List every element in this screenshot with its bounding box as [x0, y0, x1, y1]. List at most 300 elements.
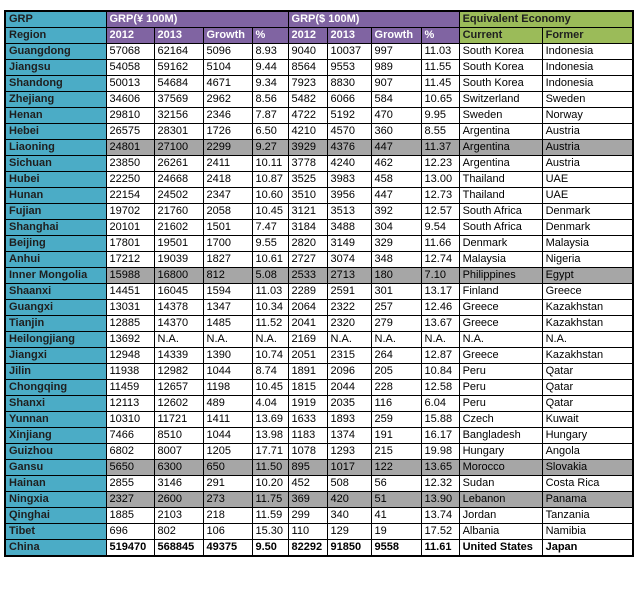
cny-2012-cell: 6802 — [106, 444, 154, 460]
usd-growth-cell: 264 — [371, 348, 421, 364]
usd-pct-cell: 12.74 — [421, 252, 459, 268]
usd-2013-cell: 2591 — [327, 284, 371, 300]
usd-2012-cell: 2169 — [288, 332, 327, 348]
former-economy-cell: Angola — [542, 444, 633, 460]
usd-growth-cell: 989 — [371, 60, 421, 76]
current-economy-cell: Peru — [459, 380, 542, 396]
usd-pct-cell: N.A. — [421, 332, 459, 348]
cny-2012-cell: 14451 — [106, 284, 154, 300]
cny-2012-cell: 1885 — [106, 508, 154, 524]
region-cell: Inner Mongolia — [5, 268, 106, 284]
usd-2012-cell: 2051 — [288, 348, 327, 364]
cny-2012-cell: 26575 — [106, 124, 154, 140]
cny-pct-cell: 17.71 — [252, 444, 288, 460]
cny-pct-cell: 11.59 — [252, 508, 288, 524]
former-economy-cell: Qatar — [542, 364, 633, 380]
usd-growth-cell: 41 — [371, 508, 421, 524]
cny-2013-cell: N.A. — [154, 332, 203, 348]
cny-2012-cell: 13031 — [106, 300, 154, 316]
table-row — [5, 316, 633, 332]
usd-growth-cell: 304 — [371, 220, 421, 236]
region-cell: Shandong — [5, 76, 106, 92]
usd-growth-cell: 205 — [371, 364, 421, 380]
usd-2012-cell: 1815 — [288, 380, 327, 396]
cny-growth-cell: 812 — [203, 268, 252, 284]
cny-2013-cell: 12602 — [154, 396, 203, 412]
table-row — [5, 332, 633, 348]
table-row — [5, 172, 633, 188]
current-economy-cell: Jordan — [459, 508, 542, 524]
cny-2013-cell: 27100 — [154, 140, 203, 156]
usd-pct-cell: 13.90 — [421, 492, 459, 508]
table-row — [5, 364, 633, 380]
cny-2012-cell: 2855 — [106, 476, 154, 492]
cny-2013-cell: 14378 — [154, 300, 203, 316]
region-cell: Heilongjiang — [5, 332, 106, 348]
current-economy-cell: Argentina — [459, 156, 542, 172]
usd-growth-cell: 9558 — [371, 540, 421, 557]
cny-2013-cell: 11721 — [154, 412, 203, 428]
former-economy-cell: Malaysia — [542, 236, 633, 252]
usd-growth-cell: 301 — [371, 284, 421, 300]
usd-2013-cell: 3983 — [327, 172, 371, 188]
usd-pct-cell: 17.52 — [421, 524, 459, 540]
cny-2013-cell: 24502 — [154, 188, 203, 204]
cny-2013-cell: 59162 — [154, 60, 203, 76]
header-usd-2013: 2013 — [327, 28, 371, 44]
header-former: Former — [542, 28, 633, 44]
usd-2012-cell: 1891 — [288, 364, 327, 380]
usd-growth-cell: 462 — [371, 156, 421, 172]
usd-pct-cell: 19.98 — [421, 444, 459, 460]
former-economy-cell: Kazakhstan — [542, 348, 633, 364]
usd-2012-cell: 3184 — [288, 220, 327, 236]
header-equivalent-economy: Equivalent Economy — [459, 11, 633, 28]
cny-growth-cell: 1700 — [203, 236, 252, 252]
cny-2013-cell: 16045 — [154, 284, 203, 300]
table-row — [5, 508, 633, 524]
header-usd-2012: 2012 — [288, 28, 327, 44]
usd-2012-cell: 3929 — [288, 140, 327, 156]
region-cell: Tianjin — [5, 316, 106, 332]
former-economy-cell: Indonesia — [542, 60, 633, 76]
cny-pct-cell: 9.27 — [252, 140, 288, 156]
cny-2013-cell: 54684 — [154, 76, 203, 92]
cny-growth-cell: 1205 — [203, 444, 252, 460]
cny-pct-cell: 10.34 — [252, 300, 288, 316]
header-cny-growth: Growth — [203, 28, 252, 44]
usd-2012-cell: 369 — [288, 492, 327, 508]
header-usd-pct: % — [421, 28, 459, 44]
usd-2013-cell: 2713 — [327, 268, 371, 284]
header-grp-usd: GRP($ 100M) — [288, 11, 459, 28]
usd-growth-cell: 458 — [371, 172, 421, 188]
header-cny-2013: 2013 — [154, 28, 203, 44]
table-row — [5, 396, 633, 412]
cny-2012-cell: 57068 — [106, 44, 154, 60]
usd-pct-cell: 11.66 — [421, 236, 459, 252]
former-economy-cell: Japan — [542, 540, 633, 557]
cny-growth-cell: 2347 — [203, 188, 252, 204]
current-economy-cell: Sweden — [459, 108, 542, 124]
current-economy-cell: Morocco — [459, 460, 542, 476]
table-row — [5, 188, 633, 204]
usd-pct-cell: 9.54 — [421, 220, 459, 236]
usd-pct-cell: 10.84 — [421, 364, 459, 380]
usd-pct-cell: 11.55 — [421, 60, 459, 76]
usd-2012-cell: 299 — [288, 508, 327, 524]
usd-2013-cell: 4240 — [327, 156, 371, 172]
usd-2013-cell: 91850 — [327, 540, 371, 557]
former-economy-cell: Sweden — [542, 92, 633, 108]
usd-2013-cell: 1374 — [327, 428, 371, 444]
table-row — [5, 300, 633, 316]
table-row — [5, 236, 633, 252]
cny-2012-cell: 22154 — [106, 188, 154, 204]
cny-growth-cell: 5104 — [203, 60, 252, 76]
cny-2012-cell: 50013 — [106, 76, 154, 92]
cny-2013-cell: 28301 — [154, 124, 203, 140]
table-row — [5, 284, 633, 300]
cny-pct-cell: 9.50 — [252, 540, 288, 557]
usd-growth-cell: 907 — [371, 76, 421, 92]
cny-pct-cell: 7.87 — [252, 108, 288, 124]
cny-pct-cell: 10.60 — [252, 188, 288, 204]
cny-2012-cell: 519470 — [106, 540, 154, 557]
usd-growth-cell: 56 — [371, 476, 421, 492]
usd-2012-cell: 9040 — [288, 44, 327, 60]
usd-2013-cell: 420 — [327, 492, 371, 508]
region-cell: Jiangxi — [5, 348, 106, 364]
usd-2012-cell: 3121 — [288, 204, 327, 220]
usd-pct-cell: 12.23 — [421, 156, 459, 172]
region-cell: Anhui — [5, 252, 106, 268]
cny-growth-cell: 2299 — [203, 140, 252, 156]
region-cell: Gansu — [5, 460, 106, 476]
usd-2012-cell: 2820 — [288, 236, 327, 252]
usd-growth-cell: 51 — [371, 492, 421, 508]
usd-pct-cell: 11.45 — [421, 76, 459, 92]
cny-2012-cell: 13692 — [106, 332, 154, 348]
usd-2013-cell: 3149 — [327, 236, 371, 252]
cny-growth-cell: 1044 — [203, 428, 252, 444]
cny-growth-cell: 2346 — [203, 108, 252, 124]
former-economy-cell: Kazakhstan — [542, 316, 633, 332]
cny-2012-cell: 54058 — [106, 60, 154, 76]
cny-2013-cell: 8007 — [154, 444, 203, 460]
cny-growth-cell: 1390 — [203, 348, 252, 364]
former-economy-cell: Indonesia — [542, 44, 633, 60]
cny-2013-cell: 2600 — [154, 492, 203, 508]
usd-pct-cell: 11.03 — [421, 44, 459, 60]
header-grp-cny: GRP(¥ 100M) — [106, 11, 288, 28]
usd-2012-cell: 895 — [288, 460, 327, 476]
usd-2012-cell: 3778 — [288, 156, 327, 172]
total-row — [5, 540, 633, 557]
usd-2013-cell: 129 — [327, 524, 371, 540]
former-economy-cell: Egypt — [542, 268, 633, 284]
usd-2013-cell: 3074 — [327, 252, 371, 268]
region-cell: Hubei — [5, 172, 106, 188]
header-usd-growth: Growth — [371, 28, 421, 44]
current-economy-cell: Thailand — [459, 188, 542, 204]
usd-2013-cell: 2035 — [327, 396, 371, 412]
cny-2013-cell: 21602 — [154, 220, 203, 236]
usd-growth-cell: 392 — [371, 204, 421, 220]
usd-pct-cell: 12.73 — [421, 188, 459, 204]
current-economy-cell: South Korea — [459, 76, 542, 92]
usd-growth-cell: 997 — [371, 44, 421, 60]
usd-pct-cell: 8.55 — [421, 124, 459, 140]
usd-growth-cell: 116 — [371, 396, 421, 412]
usd-growth-cell: 259 — [371, 412, 421, 428]
former-economy-cell: Qatar — [542, 380, 633, 396]
cny-pct-cell: 7.47 — [252, 220, 288, 236]
usd-2013-cell: 3956 — [327, 188, 371, 204]
cny-2012-cell: 20101 — [106, 220, 154, 236]
table-row — [5, 204, 633, 220]
region-cell: Jilin — [5, 364, 106, 380]
usd-pct-cell: 12.32 — [421, 476, 459, 492]
region-cell: Henan — [5, 108, 106, 124]
current-economy-cell: Greece — [459, 316, 542, 332]
cny-2013-cell: 12657 — [154, 380, 203, 396]
current-economy-cell: Hungary — [459, 444, 542, 460]
cny-growth-cell: 2058 — [203, 204, 252, 220]
usd-2013-cell: 3513 — [327, 204, 371, 220]
cny-2013-cell: 3146 — [154, 476, 203, 492]
region-cell: Qinghai — [5, 508, 106, 524]
cny-2013-cell: 8510 — [154, 428, 203, 444]
region-cell: Ningxia — [5, 492, 106, 508]
former-economy-cell: Qatar — [542, 396, 633, 412]
cny-2013-cell: 568845 — [154, 540, 203, 557]
cny-pct-cell: 10.11 — [252, 156, 288, 172]
usd-2012-cell: 2289 — [288, 284, 327, 300]
cny-2013-cell: 32156 — [154, 108, 203, 124]
cny-pct-cell: 5.08 — [252, 268, 288, 284]
cny-2013-cell: 21760 — [154, 204, 203, 220]
usd-2012-cell: 4722 — [288, 108, 327, 124]
header-row-group — [5, 11, 633, 28]
cny-growth-cell: 2962 — [203, 92, 252, 108]
usd-2012-cell: 3510 — [288, 188, 327, 204]
usd-2012-cell: 3525 — [288, 172, 327, 188]
former-economy-cell: Greece — [542, 284, 633, 300]
usd-2013-cell: 5192 — [327, 108, 371, 124]
region-cell: Liaoning — [5, 140, 106, 156]
usd-2012-cell: 1633 — [288, 412, 327, 428]
cny-2012-cell: 17212 — [106, 252, 154, 268]
table-row — [5, 524, 633, 540]
usd-2013-cell: 9553 — [327, 60, 371, 76]
cny-pct-cell: N.A. — [252, 332, 288, 348]
former-economy-cell: Kazakhstan — [542, 300, 633, 316]
current-economy-cell: N.A. — [459, 332, 542, 348]
cny-2012-cell: 2327 — [106, 492, 154, 508]
cny-growth-cell: 1347 — [203, 300, 252, 316]
cny-pct-cell: 11.03 — [252, 284, 288, 300]
region-cell: Guangdong — [5, 44, 106, 60]
region-cell: Jiangsu — [5, 60, 106, 76]
cny-2013-cell: 14339 — [154, 348, 203, 364]
current-economy-cell: South Africa — [459, 204, 542, 220]
cny-growth-cell: 1827 — [203, 252, 252, 268]
table-row — [5, 44, 633, 60]
usd-2012-cell: 2727 — [288, 252, 327, 268]
usd-2012-cell: 110 — [288, 524, 327, 540]
current-economy-cell: Lebanon — [459, 492, 542, 508]
header-cny-2012: 2012 — [106, 28, 154, 44]
cny-2013-cell: 802 — [154, 524, 203, 540]
usd-2013-cell: 4570 — [327, 124, 371, 140]
grp-table — [4, 10, 634, 557]
cny-pct-cell: 10.45 — [252, 380, 288, 396]
former-economy-cell: Indonesia — [542, 76, 633, 92]
current-economy-cell: South Korea — [459, 44, 542, 60]
former-economy-cell: Slovakia — [542, 460, 633, 476]
region-cell: China — [5, 540, 106, 557]
cny-pct-cell: 9.55 — [252, 236, 288, 252]
cny-2012-cell: 15988 — [106, 268, 154, 284]
usd-growth-cell: 191 — [371, 428, 421, 444]
region-cell: Guangxi — [5, 300, 106, 316]
former-economy-cell: Austria — [542, 124, 633, 140]
usd-2012-cell: 1919 — [288, 396, 327, 412]
cny-growth-cell: 489 — [203, 396, 252, 412]
usd-2013-cell: 8830 — [327, 76, 371, 92]
usd-pct-cell: 6.04 — [421, 396, 459, 412]
header-grp: GRP — [5, 11, 106, 28]
table-row — [5, 108, 633, 124]
region-cell: Zhejiang — [5, 92, 106, 108]
usd-2013-cell: N.A. — [327, 332, 371, 348]
current-economy-cell: Switzerland — [459, 92, 542, 108]
cny-growth-cell: 49375 — [203, 540, 252, 557]
usd-pct-cell: 12.87 — [421, 348, 459, 364]
cny-pct-cell: 11.75 — [252, 492, 288, 508]
usd-pct-cell: 16.17 — [421, 428, 459, 444]
table-row — [5, 268, 633, 284]
usd-growth-cell: 19 — [371, 524, 421, 540]
cny-2013-cell: 12982 — [154, 364, 203, 380]
region-cell: Shanxi — [5, 396, 106, 412]
current-economy-cell: Greece — [459, 348, 542, 364]
current-economy-cell: Thailand — [459, 172, 542, 188]
current-economy-cell: Czech — [459, 412, 542, 428]
usd-growth-cell: 447 — [371, 188, 421, 204]
cny-2012-cell: 34606 — [106, 92, 154, 108]
region-cell: Sichuan — [5, 156, 106, 172]
header-region: Region — [5, 28, 106, 44]
table-row — [5, 476, 633, 492]
usd-growth-cell: 348 — [371, 252, 421, 268]
current-economy-cell: Philippines — [459, 268, 542, 284]
former-economy-cell: Namibia — [542, 524, 633, 540]
cny-growth-cell: 1594 — [203, 284, 252, 300]
current-economy-cell: Finland — [459, 284, 542, 300]
former-economy-cell: N.A. — [542, 332, 633, 348]
cny-2013-cell: 14370 — [154, 316, 203, 332]
table-row — [5, 92, 633, 108]
usd-pct-cell: 13.00 — [421, 172, 459, 188]
cny-2013-cell: 26261 — [154, 156, 203, 172]
usd-growth-cell: 122 — [371, 460, 421, 476]
cny-pct-cell: 9.34 — [252, 76, 288, 92]
usd-pct-cell: 9.95 — [421, 108, 459, 124]
usd-2012-cell: 2041 — [288, 316, 327, 332]
cny-2012-cell: 12885 — [106, 316, 154, 332]
cny-2012-cell: 11459 — [106, 380, 154, 396]
current-economy-cell: Peru — [459, 364, 542, 380]
current-economy-cell: Albania — [459, 524, 542, 540]
cny-2013-cell: 24668 — [154, 172, 203, 188]
cny-growth-cell: 1485 — [203, 316, 252, 332]
current-economy-cell: Sudan — [459, 476, 542, 492]
cny-2012-cell: 10310 — [106, 412, 154, 428]
table-row — [5, 76, 633, 92]
usd-2012-cell: 7923 — [288, 76, 327, 92]
current-economy-cell: Malaysia — [459, 252, 542, 268]
usd-2012-cell: 4210 — [288, 124, 327, 140]
current-economy-cell: Argentina — [459, 140, 542, 156]
usd-growth-cell: 447 — [371, 140, 421, 156]
table-row — [5, 348, 633, 364]
usd-2012-cell: 5482 — [288, 92, 327, 108]
current-economy-cell: Greece — [459, 300, 542, 316]
former-economy-cell: Austria — [542, 156, 633, 172]
usd-growth-cell: N.A. — [371, 332, 421, 348]
table-row — [5, 140, 633, 156]
grp-table-body — [5, 11, 633, 556]
cny-growth-cell: 650 — [203, 460, 252, 476]
cny-pct-cell: 6.50 — [252, 124, 288, 140]
table-row — [5, 252, 633, 268]
header-current: Current — [459, 28, 542, 44]
table-row — [5, 60, 633, 76]
cny-growth-cell: 2411 — [203, 156, 252, 172]
cny-pct-cell: 4.04 — [252, 396, 288, 412]
cny-pct-cell: 15.30 — [252, 524, 288, 540]
cny-growth-cell: 1044 — [203, 364, 252, 380]
cny-growth-cell: 291 — [203, 476, 252, 492]
usd-growth-cell: 215 — [371, 444, 421, 460]
region-cell: Guizhou — [5, 444, 106, 460]
usd-2013-cell: 508 — [327, 476, 371, 492]
table-row — [5, 220, 633, 236]
usd-2013-cell: 2096 — [327, 364, 371, 380]
usd-pct-cell: 11.61 — [421, 540, 459, 557]
region-cell: Shanghai — [5, 220, 106, 236]
usd-growth-cell: 329 — [371, 236, 421, 252]
cny-2012-cell: 17801 — [106, 236, 154, 252]
header-cny-pct: % — [252, 28, 288, 44]
cny-growth-cell: N.A. — [203, 332, 252, 348]
usd-2013-cell: 2044 — [327, 380, 371, 396]
cny-growth-cell: 1198 — [203, 380, 252, 396]
region-cell: Hebei — [5, 124, 106, 140]
former-economy-cell: Costa Rica — [542, 476, 633, 492]
table-row — [5, 428, 633, 444]
usd-growth-cell: 279 — [371, 316, 421, 332]
current-economy-cell: United States — [459, 540, 542, 557]
cny-pct-cell: 8.74 — [252, 364, 288, 380]
usd-2013-cell: 340 — [327, 508, 371, 524]
region-cell: Shaanxi — [5, 284, 106, 300]
cny-pct-cell: 13.69 — [252, 412, 288, 428]
cny-pct-cell: 10.61 — [252, 252, 288, 268]
usd-2012-cell: 8564 — [288, 60, 327, 76]
